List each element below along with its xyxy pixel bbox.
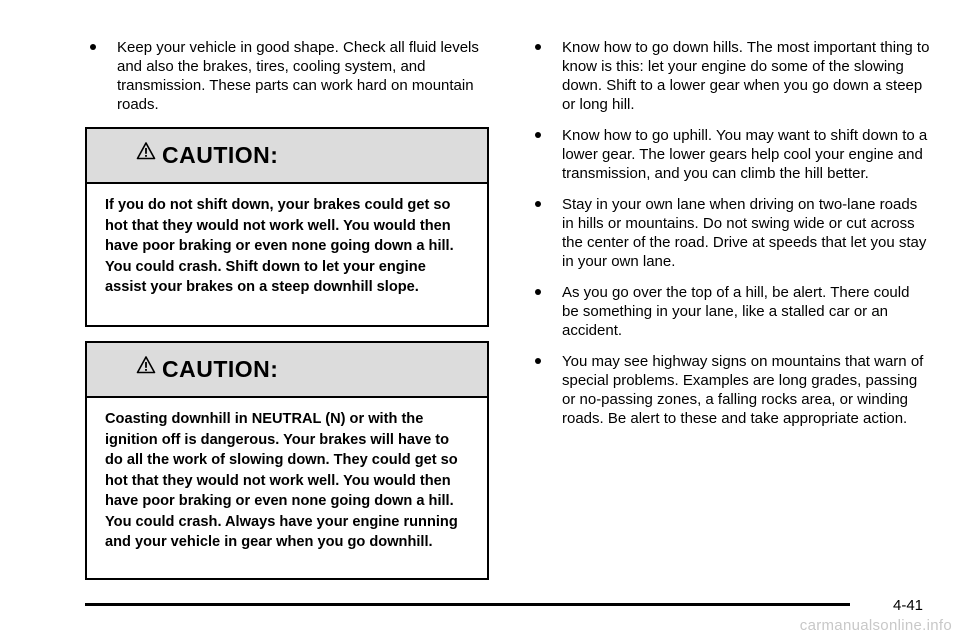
list-item <box>85 38 488 114</box>
bullet-icon <box>535 44 541 50</box>
caution-title: CAUTION: <box>162 356 279 382</box>
bullet-icon <box>535 201 541 207</box>
page-number: 4-41 <box>893 597 924 614</box>
caution-text: Coasting downhill in NEUTRAL (N) or with the ignition off is dangerous. Your brakes will have to do all the work of slowing down. They could get so hot that they would not work well. You would then have poor braking or even none going down a hill. You could crash. Always have your engine running and your vehicle in gear when you go downhill. <box>105 411 458 550</box>
list-item <box>530 352 930 428</box>
bullet-text: Keep your vehicle in good shape. Check all fluid levels and also the brakes, tires, cooling system, and transmission. These parts can work hard on mountain roads. <box>117 39 479 113</box>
bullet-icon <box>90 44 96 50</box>
list-item <box>530 126 930 183</box>
caution-box <box>85 127 489 327</box>
bullet-icon <box>535 358 541 364</box>
list-item <box>530 38 930 114</box>
bullet-text: As you go over the top of a hill, be alert. There could be something in your lane, like a stalled car or an accident. <box>562 284 910 339</box>
list-item <box>530 283 930 340</box>
bullet-icon <box>535 132 541 138</box>
list-item <box>530 195 930 271</box>
bullet-icon <box>535 289 541 295</box>
caution-text: If you do not shift down, your brakes could get so hot that they would not work well. You would then have poor braking or even none going down a hill. You could crash. Shift down to let your engine assist your brakes on a steep downhill slope. <box>105 197 454 295</box>
caution-box <box>85 341 489 580</box>
bullet-text: Stay in your own lane when driving on two-lane roads in hills or mountains. Do not swing wide or cut across the center of the road. Drive at speeds that let you stay in your own lane. <box>562 196 927 270</box>
caution-header <box>87 343 487 398</box>
caution-header <box>87 129 487 184</box>
warning-triangle-icon <box>136 141 156 161</box>
bullet-text: Know how to go uphill. You may want to shift down to a lower gear. The lower gears help cool your engine and transmission, and you can climb the hill better. <box>562 127 928 182</box>
bullet-text: You may see highway signs on mountains that warn of special problems. Examples are long grades, passing or no-passing zones, a falling rocks area, or winding roads. Be alert to these and take appropriate action. <box>562 353 924 427</box>
bullet-text: Know how to go down hills. The most important thing to know is this: let your engine do some of the slowing down. Shift to a lower gear when you go down a steep or long hill. <box>562 39 930 113</box>
caution-title: CAUTION: <box>162 142 279 168</box>
warning-triangle-icon <box>136 355 156 375</box>
footer-rule <box>85 603 850 606</box>
watermark: carmanualsonline.info <box>799 617 952 634</box>
left-column <box>85 38 488 126</box>
right-column <box>530 38 930 440</box>
